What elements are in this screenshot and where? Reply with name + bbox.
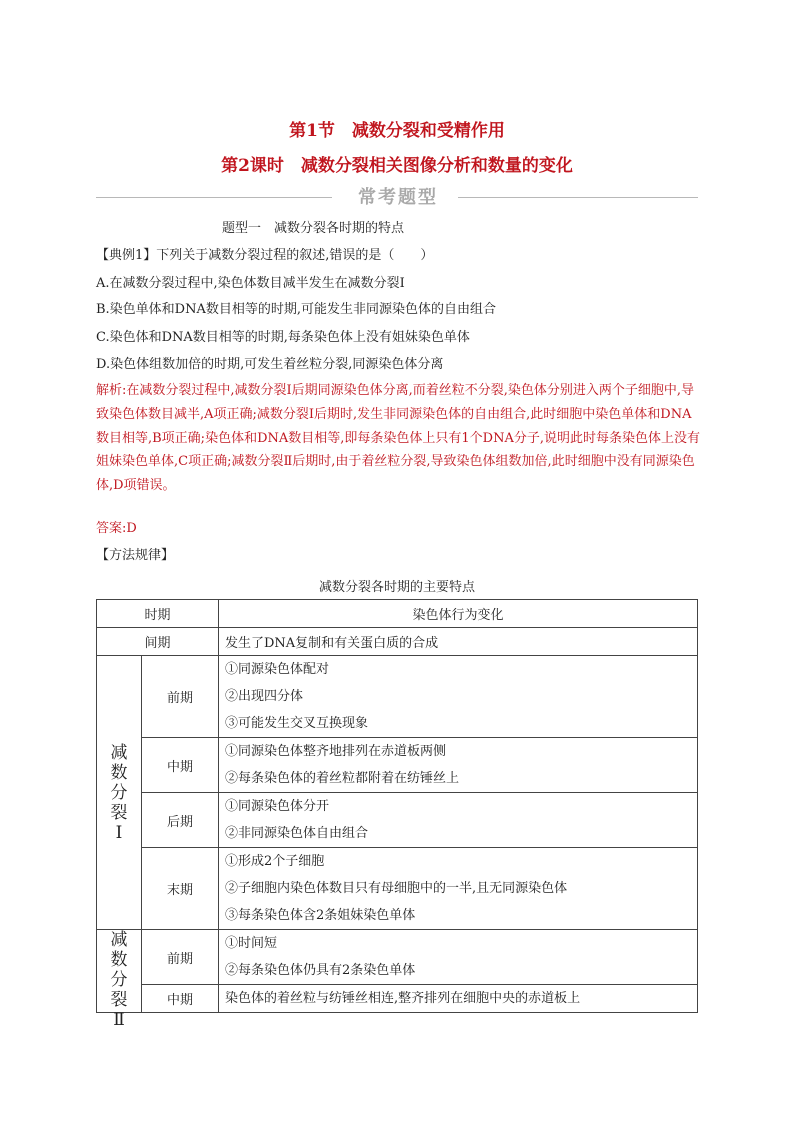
explanation: 解析:在减数分裂过程中,减数分裂Ⅰ后期同源染色体分离,而着丝粒不分裂,染色体分别进入两个子细胞中,导致染色体数目减半,A项正确;减数分裂Ⅰ后期时,发生非同源染色体的自由组合,此时细胞中染色单体和DNA数目相等,B项正确;染色体和DNA数目相等,即每条染色体上只有1个DNA分子,说明此时每条染色体上没有姐妹染色单体,C项正确;减数分裂Ⅱ后期时,由于着丝粒分裂,导致染色体组数加倍,此时细胞中没有同源染色体,D项错误。 bbox=[96, 383, 700, 494]
phase-prophase-1: 前期 bbox=[142, 656, 219, 738]
phase-prophase-2: 前期 bbox=[142, 930, 219, 985]
option-d: D.染色体组数加倍的时期,可发生着丝粒分裂,同源染色体分离 bbox=[96, 357, 444, 372]
table-caption: 减数分裂各时期的主要特点 bbox=[318, 580, 475, 595]
banner-rule-left bbox=[96, 197, 332, 198]
answer: 答案:D bbox=[96, 521, 137, 536]
behavior-prophase-1: ①同源染色体配对 ②出现四分体 ③可能发生交叉互换现象 bbox=[219, 656, 698, 738]
option-b: B.染色单体和DNA数目相等的时期,可能发生非同源染色体的自由组合 bbox=[96, 302, 497, 317]
banner-rule-right bbox=[458, 197, 698, 198]
example-question-text: 下列关于减数分裂过程的叙述,错误的是（ ） bbox=[156, 248, 434, 263]
common-question-banner bbox=[96, 186, 698, 210]
behavior-metaphase-2: 染色体的着丝粒与纺锤丝相连,整齐排列在细胞中央的赤道板上 bbox=[219, 985, 698, 1013]
table-header-row bbox=[97, 600, 698, 628]
table-row bbox=[97, 793, 698, 848]
lesson-title: 第2课时 减数分裂相关图像分析和数量的变化 bbox=[221, 156, 573, 176]
phase-metaphase-2: 中期 bbox=[142, 985, 219, 1013]
section-title: 第1节 减数分裂和受精作用 bbox=[289, 121, 505, 141]
phase-anaphase-1: 后期 bbox=[142, 793, 219, 848]
topic-heading: 题型一 减数分裂各时期的特点 bbox=[222, 221, 405, 236]
phase-metaphase-1: 中期 bbox=[142, 738, 219, 793]
table-row bbox=[97, 738, 698, 793]
table-row bbox=[97, 656, 698, 738]
banner-label: 常考题型 bbox=[358, 187, 438, 208]
table-row bbox=[97, 628, 698, 656]
option-a: A.在减数分裂过程中,染色体数目减半发生在减数分裂Ⅰ bbox=[96, 276, 405, 291]
table-row bbox=[97, 848, 698, 930]
behavior-metaphase-1: ①同源染色体整齐地排列在赤道板两侧 ②每条染色体的着丝粒都附着在纺锤丝上 bbox=[219, 738, 698, 793]
phase-telophase-1: 末期 bbox=[142, 848, 219, 930]
behavior-prophase-2: ①时间短 ②每条染色体仍具有2条染色单体 bbox=[219, 930, 698, 985]
behavior-telophase-1: ①形成2个子细胞 ②子细胞内染色体数目只有母细胞中的一半,且无同源染色体 ③每条染色体含2条姐妹染色单体 bbox=[219, 848, 698, 930]
option-c: C.染色体和DNA数目相等的时期,每条染色体上没有姐妹染色单体 bbox=[96, 330, 470, 345]
example-label: 【典例1】 bbox=[96, 248, 157, 263]
table-row bbox=[97, 985, 698, 1013]
meiosis-2-label: 减 数 分 裂 Ⅱ bbox=[97, 930, 142, 1013]
method-heading: 【方法规律】 bbox=[96, 548, 175, 563]
behavior-anaphase-1: ①同源染色体分开 ②非同源染色体自由组合 bbox=[219, 793, 698, 848]
table-row bbox=[97, 930, 698, 985]
header-behavior: 染色体行为变化 bbox=[219, 600, 698, 628]
meiosis-1-label: 减 数 分 裂 Ⅰ bbox=[97, 656, 142, 930]
header-period: 时期 bbox=[97, 600, 219, 628]
interphase-text: 发生了DNA复制和有关蛋白质的合成 bbox=[219, 628, 698, 656]
meiosis-features-table bbox=[96, 599, 698, 1030]
example-question bbox=[96, 246, 433, 266]
interphase-label: 间期 bbox=[97, 628, 219, 656]
